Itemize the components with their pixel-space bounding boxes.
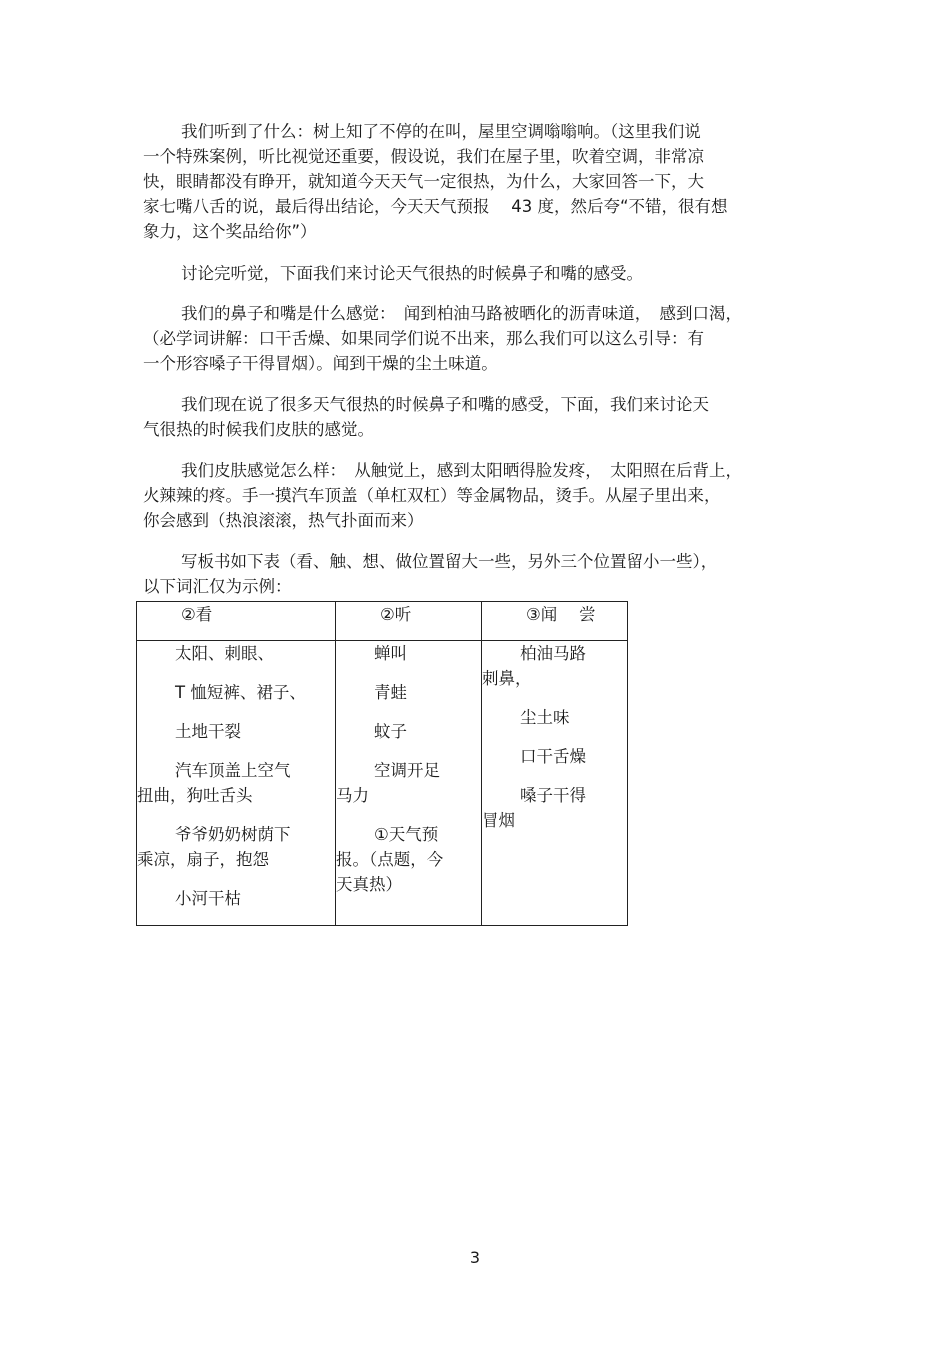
text-line: 我们皮肤感觉怎么样： 从触觉上，感到太阳晒得脸发疼， 太阳照在后背上， bbox=[181, 461, 742, 480]
item-line: 汽车顶盖上空气 bbox=[175, 761, 291, 780]
table-header-cell bbox=[482, 602, 628, 641]
item-line: 刺鼻， bbox=[482, 669, 532, 688]
list-item bbox=[336, 680, 481, 705]
text-line: 我们听到了什么：树上知了不停的在叫，屋里空调嗡嗡响。（这里我们说 bbox=[181, 122, 701, 141]
item-line: 小河干枯 bbox=[175, 889, 241, 908]
paragraph-blackboard-intro bbox=[143, 549, 793, 599]
paragraph-transition-skin bbox=[143, 392, 793, 442]
text-line: 一个特殊案例，听比视觉还重要，假设说，我们在屋子里，吹着空调，非常凉 bbox=[143, 147, 704, 166]
paragraph-hearing bbox=[143, 119, 793, 244]
text-line: 我们的鼻子和嘴是什么感觉： 闻到柏油马路被晒化的沥青味道， 感到口渴， bbox=[181, 304, 742, 323]
item-line: 蚊子 bbox=[374, 722, 407, 741]
table-header-cell bbox=[336, 602, 482, 641]
text-line: 讨论完听觉，下面我们来讨论天气很热的时候鼻子和嘴的感受。 bbox=[181, 264, 643, 283]
item-line: ①天气预 bbox=[374, 825, 439, 844]
list-item bbox=[336, 641, 481, 666]
paragraph-skin bbox=[143, 458, 793, 533]
header-smell-taste: ③闻 尝 bbox=[526, 605, 596, 624]
item-line: 口干舌燥 bbox=[520, 747, 586, 766]
column-smell-taste bbox=[482, 641, 628, 926]
text-line: 家七嘴八舌的说，最后得出结论，今天天气预报 43 度，然后夸“不错，很有想 bbox=[143, 197, 728, 216]
item-line: 乘凉，扇子，抱怨 bbox=[137, 850, 269, 869]
text-line: 写板书如下表（看、触、想、做位置留大一些，另外三个位置留小一些）， bbox=[181, 552, 718, 571]
item-line: T 恤短裤、裙子、 bbox=[175, 683, 306, 702]
list-item bbox=[137, 886, 335, 911]
item-line: 爷爷奶奶树荫下 bbox=[175, 825, 291, 844]
item-line: 太阳、刺眼、 bbox=[175, 644, 274, 663]
text-line: 我们现在说了很多天气很热的时候鼻子和嘴的感受，下面，我们来讨论天 bbox=[181, 395, 709, 414]
item-line: 柏油马路 bbox=[520, 644, 586, 663]
list-item bbox=[137, 719, 335, 744]
table-row bbox=[137, 641, 628, 926]
text-line: 快，眼睛都没有睁开，就知道今天天气一定很热，为什么，大家回答一下，大 bbox=[143, 172, 704, 191]
list-item bbox=[482, 744, 627, 769]
item-line: 冒烟 bbox=[482, 811, 515, 830]
text-line: 气很热的时候我们皮肤的感觉。 bbox=[143, 420, 374, 439]
text-line: （必学词讲解：口干舌燥、如果同学们说不出来，那么我们可以这么引导：有 bbox=[143, 329, 704, 348]
item-line: 土地干裂 bbox=[175, 722, 241, 741]
header-see: ②看 bbox=[181, 605, 213, 624]
text-line: 以下词汇仅为示例： bbox=[143, 577, 292, 596]
text-line: 一个形容嗓子干得冒烟）。闻到干燥的尘土味道。 bbox=[143, 354, 498, 373]
list-item bbox=[137, 758, 335, 808]
list-item bbox=[482, 641, 627, 691]
text-line: 象力，这个奖品给你”） bbox=[143, 222, 317, 241]
paragraph-transition-nose bbox=[143, 261, 793, 286]
item-line: 嗓子干得 bbox=[520, 786, 586, 805]
list-item bbox=[336, 758, 481, 808]
header-hear: ②听 bbox=[380, 605, 412, 624]
table-header-cell bbox=[137, 602, 336, 641]
item-line: 青蛙 bbox=[374, 683, 407, 702]
list-item bbox=[137, 641, 335, 666]
list-item bbox=[482, 705, 627, 730]
item-line: 天真热） bbox=[336, 875, 402, 894]
list-item bbox=[336, 719, 481, 744]
list-item bbox=[336, 822, 481, 897]
column-see bbox=[137, 641, 336, 926]
blackboard-table bbox=[136, 601, 628, 926]
text-line: 你会感到（热浪滚滚，热气扑面而来） bbox=[143, 511, 424, 530]
item-line: 报。（点题，今 bbox=[336, 850, 444, 869]
list-item bbox=[137, 822, 335, 872]
item-line: 尘土味 bbox=[520, 708, 570, 727]
column-hear bbox=[336, 641, 482, 926]
item-line: 马力 bbox=[336, 786, 369, 805]
table-header-row bbox=[137, 602, 628, 641]
list-item bbox=[137, 680, 335, 705]
page-number: 3 bbox=[469, 1248, 481, 1267]
text-line: 火辣辣的疼。手一摸汽车顶盖（单杠双杠）等金属物品，烫手。从屋子里出来， bbox=[143, 486, 721, 505]
paragraph-nose-mouth bbox=[143, 301, 793, 376]
item-line: 蝉叫 bbox=[374, 644, 407, 663]
list-item bbox=[482, 783, 627, 833]
item-line: 空调开足 bbox=[374, 761, 440, 780]
item-line: 扭曲，狗吐舌头 bbox=[137, 786, 253, 805]
